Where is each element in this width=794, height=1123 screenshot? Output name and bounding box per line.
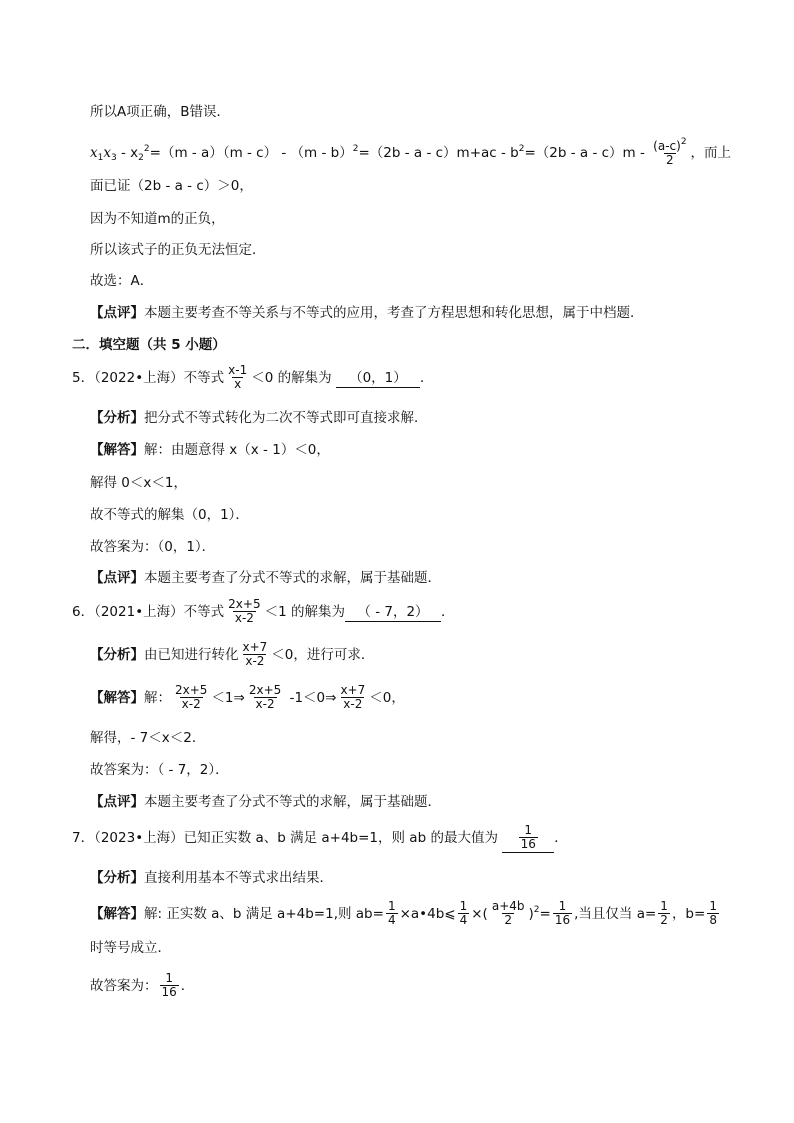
answer-blank: （0，1） (336, 370, 420, 388)
question-5-stem: 5．（2022•上海）不等式 $\frac{x-1}{x}$ ＜0 的解集为 （0，1） ． (72, 363, 434, 392)
answer-blank: $\frac{1}{16}$ (502, 824, 554, 853)
solution-line: 故答案为：（0，1）． (90, 539, 216, 555)
question-6-stem: 6．（2021•上海）不等式 $\frac{2x+5}{x-2}$ ＜1 的解集为 （ - 7，2） ． (72, 597, 455, 626)
solution-line: 故答案为：（ - 7，2）． (90, 762, 229, 778)
fraction: $\frac{(a-c)^2}{2}$ (653, 137, 687, 168)
text-line: 故选：A． (90, 273, 154, 289)
question-7-stem: 7．（2023•上海）已知正实数 a、b 满足 a+4b=1，则 ab 的最大值为 $\frac{1}{16}$ ． (72, 823, 568, 852)
analysis-line: 【分析】把分式不等式转化为二次不等式即可直接求解． (90, 410, 428, 426)
solution-line: 【解答】解: 正实数 a、b 满足 a+4b=1,则 ab= $\frac{1}{4}$ ×a•4b⩽ $\frac{1}{4}$ ×( $\frac{a+4b}{2}$ )$^2$= $\frac{1}{16}$ ,当且仅当 a= $\frac{1}{2}$ ，b= $\frac{1}{8}$ (90, 899, 717, 928)
text-line: 所以A项正确，B错误． (90, 104, 230, 120)
text-line: 所以该式子的正负无法恒定． (90, 242, 266, 258)
solution-line: 故答案为： $\frac{1}{16}$ ． (90, 971, 195, 1000)
solution-line: 解得 0＜x＜1， (90, 475, 187, 491)
solution-line: 【解答】解： $\frac{2x+5}{x-2}$ ＜1⇒ $\frac{2x+5}{x-2}$ -1＜0⇒ $\frac{x+7}{x-2}$ ＜0， (90, 683, 405, 712)
comment-line: 【点评】本题主要考查不等关系与不等式的应用，考查了方程思想和转化思想，属于中档题． (90, 305, 644, 321)
solution-line: 解得，- 7＜x＜2． (90, 730, 206, 746)
section-title: 二．填空题（共 5 小题） (72, 337, 226, 353)
answer-blank: （ - 7，2） (345, 604, 441, 622)
comment-line: 【点评】本题主要考查了分式不等式的求解，属于基础题． (90, 794, 441, 810)
equation-line: $x_1x_3 - x_2^2=(m - a)(m - c) - (m - b)^2=(2b - a - c)m+ac - b^2=(2b - a - c)m$ - $\frac{(a-c)^2}{2}$ ，而上 (90, 137, 732, 168)
analysis-line: 【分析】由已知进行转化 $\frac{x+7}{x-2}$ ＜0，进行可求． (90, 640, 375, 669)
solution-line: 时等号成立． (90, 940, 171, 956)
comment-line: 【点评】本题主要考查了分式不等式的求解，属于基础题． (90, 570, 441, 586)
solution-line: 【解答】解：由题意得 x（x - 1）＜0， (90, 442, 330, 458)
text-line: 面已证（2b - a - c）＞0， (90, 178, 253, 194)
analysis-line: 【分析】直接利用基本不等式求出结果． (90, 870, 333, 886)
text-line: 因为不知道m的正负， (90, 211, 225, 227)
solution-line: 故不等式的解集（0，1）． (90, 507, 249, 523)
